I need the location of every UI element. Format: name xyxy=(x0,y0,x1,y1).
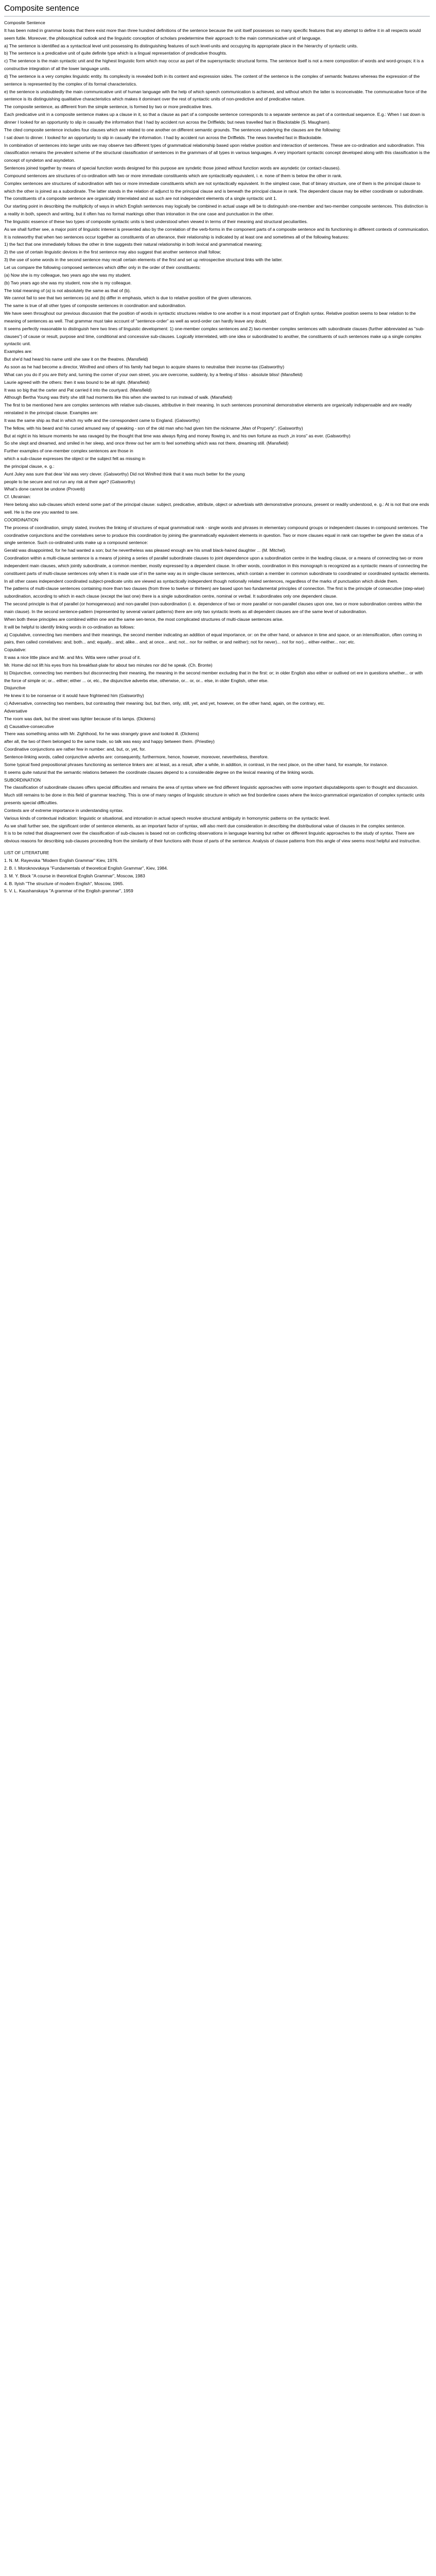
paragraph: c) The sentence is the main syntactic unit and the highest linguistic form which may occur as part of the supersyntactic structural forms. The sentence itself is not a mere composition of words and word-groups; it is a constructive integration of all the lower language units. xyxy=(4,58,425,72)
paragraph: The second principle is that of parallel (or homogeneous) and non-parallel (non-subordination (i. e. dependence of two or more parallel or non-parallel clauses upon one, two or more subordination centres within the main clause). In the second sentence-pattern (represented by several variant patterns) there are only two syntactic levels as all dependent clauses are of the same level of subordination. xyxy=(4,601,424,614)
references-heading: LIST OF LITERATURE xyxy=(4,850,49,856)
paragraph: Adversative xyxy=(4,708,27,714)
page-title: Composite sentence xyxy=(4,3,430,16)
paragraph: Gerald was disappointed, for he had wanted a son; but he nevertheless was pleased enough are his small black-haired daughter ... (M. Mitchel). xyxy=(4,548,286,553)
paragraph: Disjunctive xyxy=(4,685,26,691)
paragraph: d) Causative-consecutive xyxy=(4,723,54,729)
reference-item: 5. V. L. Kaushanskaya "A grammar of the English grammar", 1959 xyxy=(4,888,133,894)
document xyxy=(0,0,436,895)
paragraph: Each predicative unit in a composite sentence makes up a clause in it, so that a clause as part of a composite sentence corresponds to a separate sentence as part of a contextual sequence. E.g.: When I sat down is dinner I looked for an opportunity to slip in casually the information that I had by accident run across the Driffields; but news travelled fast in Blackstable (S. Maugham). xyxy=(4,112,426,125)
paragraph: I sat down to dinner. I looked for an opportunity to slip in casually the information. I had by accident run across the Driffields. The news travelled fast in Blackstable. xyxy=(4,134,323,140)
paragraph: Mr. Home did not lift his eyes from his breakfast-plate for about two minutes nor did he speak. (Ch. Bronte) xyxy=(4,662,213,668)
paragraph: a) Copulative, connecting two members and their meanings, the second member indicating an addition of equal importance, or: on the other hand, or advance in time and space, or an intensification, often coming in pairs, then called correlatives: and; both... and; equally... and; alike... and; at once... and; not... nor for neither, or and neither); not for never)... not for nor)... either-neither... nor; etc. xyxy=(4,632,424,645)
paragraph: Complex sentences are structures of subordination with two or more immediate constituents which are not syntactically equivalent. In the simplest case, that of binary structure, one of them is the principal clause to which the other is joined as a subordinate. The latter stands in the relation of adjunct to the principal clause and is beneath the principal clause in rank. The dependent clause may be either coordinate or subordinate. xyxy=(4,180,424,194)
paragraph: e) the sentence is undoubtedly the main communicative unit of human language with the help of which speech communication is achieved, and without which the latter is inconceivable. The communicative force of the sentence is its distinguishing qualitative characteristics which makes it dominant over the rest of syntactic units of non-predictive and of predicative nature. xyxy=(4,89,428,102)
paragraph: (b) Two years ago she was my student, now she is my colleague. xyxy=(4,280,132,285)
paragraph: The cited composite sentence includes four clauses which are related to one another on different semantic grounds. The sentences underlying the clauses are the following: xyxy=(4,127,341,132)
paragraph: In combination of sentences into larger units we may observe two different types of grammatical relationship based upon relative position and interaction of sentences. These are co-ordination and subordination. This classification remains the prevalent scheme of the structural classification of sentences in the grammars of all types in various languages. A very important syntactic concept developed along with this classification is the concept of syndeton and asyndeton. xyxy=(4,142,431,163)
paragraph: The constituents of a composite sentence are organically interrelated and as such are not independent elements of a single syntactic unit 1. xyxy=(4,196,277,201)
paragraph: b) Disjunctive, connecting two members but disconnecting their meaning, the meaning in the second member excluding that in the first: or; in older English also either or outlived ort ere in questions whether... or with the force of simple or; or... either; either ... or, etc., the disjunctive adverbs else, otherwise, or... or, or... else, in older English, other else. xyxy=(4,670,424,683)
paragraph: The classification of subordinate clauses offers special difficulties and remains the area of syntax where we find different linguistic approaches with some important disputableponts open to thought and discussion. Much still remains to be done in this field of grammar teaching. This is one of many ranges of linguistic structure in which we find borderline cases where the lexico-grammatical organization of complex syntactic units presents special difficulties. xyxy=(4,785,426,806)
paragraph: d) The sentence is a very complex linguistic entity. Its complexity is revealed both in its content and expression sides. The content of the sentence is the complex of semantic features whereas the expression of the sentence is represented by the complex of its formal characteristics. xyxy=(4,73,421,87)
paragraph: What's done cannot be undone (Proverb) xyxy=(4,486,85,492)
paragraph: Aunt Juley was sure that dear Val was very clever. (Galsworthy) Did not Winifred think that it was much better for the young xyxy=(4,471,245,477)
reference-item: 3. M. Y. Block "A course in theoretical English Grammar", Moscow, 1983 xyxy=(4,873,145,878)
reference-item: 1. N. M. Rayevska "Modern English Grammar" Kiev, 1976. xyxy=(4,857,118,863)
paragraph: It seems perfectly reasonable to distinguish here two lines of linguistic development: 1) one-member complex sentences and 2) two-member complex sentences with subordinate clauses (further abbreviated as "sub-clauses") of cause or result, purpose and time, conditional and concessive sub-clauses. Logically interrelated, with one idea or subordinated to another, the constituents of such sentences make up a single complex syntactic unit. xyxy=(4,326,425,347)
paragraph: which a sub-clause expresses the object or the subject felt as missing in xyxy=(4,456,146,462)
reference-item: 4. B. Ilyish "The structure of modern English", Moscow, 1965. xyxy=(4,880,124,886)
paragraph: Examples are: xyxy=(4,349,32,354)
paragraph: Some typical fixed prepositional phrases functioning as sentence linkers are: at least, as a result, after a while, in addition, in contrast, in the next place, on the other hand, for example, for instance. xyxy=(4,761,388,767)
paragraph: We cannot fail to see that two sentences (a) and (b) differ in emphasis, which is due to relative position of the given utterances. xyxy=(4,295,252,301)
paragraph: There was something amiss with Mr. Zighthood, for he was strangely grave and looked ill. (Dickens) xyxy=(4,731,199,737)
paragraph: Coordination within a multi-clause sentence is a means of joining a series of parallel subordinate clauses to joint dependence upon a subordination centre in the leading clause, or a means of connecting two or more independent main clauses, which jointly subordinate, a common member, mostly expressed by a dependent clause. In other words, coordination in this monograph is recognized as a syntactic means of connecting the constituent parts of multi-clause sentences only when it is made use of in the same way as in single-clause sentences, which contain a member in common subordinate to coordinated or coordinated syntactic elements. In all other cases independent coordinated subject-predicate units are viewed as syntactically independent though notionally related sentences, regardless of the marks of punctuation which divide them. xyxy=(4,555,431,584)
paragraph: (a) Now she is my colleague, two years ago she was my student. xyxy=(4,272,131,278)
paragraph: As we shall further see, a major point of linguistic interest is presented also by the correlation of the verb-forms in the component parts of a composite sentence and its functioning in different contexts of communication. xyxy=(4,226,429,232)
paragraph: Let us compare the following composed sentences which differ only in the order of their constituents: xyxy=(4,265,201,270)
paragraph: Sentences joined together by means of special function words designed for this purpose are syndetic those joined without function words are asyndetic (or contact-clauses). xyxy=(4,165,341,171)
paragraph: the principal clause, e. g.: xyxy=(4,463,55,469)
paragraph: The same is true of all other types of composite sentences in coordination and subordination. xyxy=(4,303,186,309)
paragraph: Further examples of one-member complex sentences are those in xyxy=(4,448,133,454)
paragraph: c) Adversative, connecting two members, but contrasting their meaning: but, but then, only, still, yet, and yet, however, on the other hand, again, on the contrary, etc. xyxy=(4,701,325,706)
paragraph: But at night in his leisure moments he was ravaged by the thought that time was always flying and money flowing in, and his own fortune as much „in irons" as ever. (Galsworthy) xyxy=(4,433,351,438)
paragraph: He knew it to be nonsense or it would have frightened him (Galsworthy) xyxy=(4,693,144,699)
paragraph: It has been noted in grammar books that there exist more than three hundred definitions of the sentence because the unit itself possesses so many specific features that any attempt to define it in all respects would seem futile. Moreover, the philosophical outlook and the linguistic conception of scholars predetermine their approach to the main communicative unit of language. xyxy=(4,27,422,41)
paragraph: But she'd had heard his name until she saw it on the theatres. (Mansfield) xyxy=(4,357,148,362)
paragraph: It seems quite natural that the semantic relations between the coordinate clauses depend to a considerable degree on the lexical meaning of the linking words. xyxy=(4,769,315,775)
document-body xyxy=(4,19,430,845)
section-heading: Composite Sentence xyxy=(4,20,45,25)
paragraph: 1) the fact that one immediately follows the other in time suggests their natural relationship in both lexical and grammatical meaning; xyxy=(4,242,263,247)
paragraph: Various kinds of contextual indication: linguistic or situational, and intonation in actual speech resolve structural ambiguity in homonymic patterns on the syntactic level. xyxy=(4,815,330,821)
paragraph: 3) the use of some words in the second sentence may recall certain elements of the first and set up retrospective structural links with the latter. xyxy=(4,257,283,263)
paragraph: Here belong also sub-clauses which extend some part of the principal clause: subject, predicative, attribute, object or adverbials with demonstrative pronouns, present or readily understood, e. g.: At is not that one ends well. He is the one you wanted to see. xyxy=(4,502,430,515)
paragraph: Our starting point in describing the multiplicity of ways in which English sentences may logically be combined in actual usage will be to distinguish one-member and two-member composite sentences. This distinction is a reality in both, speech and writing, but it often has no formal markings other than intonation in the one case and punctuation in the other. xyxy=(4,204,429,217)
paragraph: Coordinative conjunctions are rather few in number: and, but, or, yet, for. xyxy=(4,747,146,752)
paragraph: Contexts are of extreme importance in understanding syntax. xyxy=(4,807,124,813)
paragraph: Laurie agreed with the others: then it was bound to be all right. (Mansfield) xyxy=(4,379,150,385)
paragraph: As we shall further see, the significant order of sentence elements, as an important factor of syntax, will also merit due consideration in describing the distributional value of clauses in the complex sentence. xyxy=(4,823,406,828)
paragraph: When both these principles are combined within one and the same sen-tence, the most complicated structures of multi-clause sentences arise. xyxy=(4,616,284,622)
paragraph: It was the same ship as that in which my wife and the correspondent came to England. (Galsworthy) xyxy=(4,417,200,423)
paragraph: after all, the two of them belonged to the same trade, so talk was easy and happy between them. (Priestley) xyxy=(4,739,215,744)
paragraph: b) The sentence is a predicative unit of quite definite type which is a lingual representation of predicative thoughts. xyxy=(4,50,228,56)
paragraph: Cf. Ukrainian: xyxy=(4,494,31,500)
paragraph: a) The sentence is identified as a syntactical level unit possessing its distinguishing features of such level-units and occupying its appropriate place in the hierarchy of syntactic units. xyxy=(4,43,358,48)
paragraph: It is noteworthy that when two sentences occur together as constituents of an utterance, their relationship is indicated by at least one and sometimes all of the following features: xyxy=(4,234,350,240)
paragraph: SUBORDINATION xyxy=(4,777,41,783)
references-section xyxy=(4,849,430,895)
paragraph: It will be helpful to identify linking words in co-ordination as follows: xyxy=(4,624,135,630)
paragraph: 2) the use of certain linguistic devices in the first sentence may also suggest that another sentence shall follow; xyxy=(4,249,221,255)
paragraph: Compound sentences are structures of co-ordination with two or more immediate constituents which are syntactically equivalent, i. e. none of them is below the other in rank. xyxy=(4,173,342,178)
paragraph: So she slept and dreamed, and smiled in her sleep, and once threw out her arm to feel something which was not there, dreaming still. (Mansfield) xyxy=(4,440,289,446)
paragraph: Although Bertha Young was thirty she still had moments like this when she wanted to run instead of walk. (Mansfield) xyxy=(4,395,233,400)
paragraph: The process of coordination, simply stated, involves the linking of structures of equal grammatical rank - single words and phrases in elementary compound groups or independent clauses in compound sentences. The coordinative conjunctions and the correlatives serve to produce this coordination by joining the grammatically equivalent elements in question. Two or more clauses equal in rank can together be given the status of a single sentence. Such co-ordinated units make up a compound sentence: xyxy=(4,524,429,546)
paragraph: COORDINATION xyxy=(4,517,39,522)
paragraph: Copulative: xyxy=(4,647,26,653)
paragraph: The composite sentence, as different from the simple sentence, is formed by two or more predicative lines. xyxy=(4,104,213,110)
paragraph: The linguistic essence of these two types of composite syntactic units is best understood when viewed in terms of their meaning and structural peculiarities. xyxy=(4,218,308,224)
paragraph: We have seen throughout our previous discussion that the position of words in syntactic structures relative to one another is a most important part of English syntax. Relative position seems to bear relation to the meaning of sentences as well. That grammar must take account of "sentence-order" as well as word-order can hardly leave any doubt. xyxy=(4,311,417,324)
paragraph: people to be secure and not run any risk at their age? (Galsworthy) xyxy=(4,479,135,484)
paragraph: It is to be noted that disagreement over the classification of sub-clauses is based not on conflicting observations in language learning but rather on different linguistic approaches to the study of syntax. There are obvious reasons for describing sub-clauses proceeding from the similarity of their functions with those of parts of the sentence. Analysis of clause patterns from this angle of view seems most helpful and instructive. xyxy=(4,831,421,844)
paragraph: It was so big that the carter and Pat carried it into the courtyard. (Mansfield) xyxy=(4,387,152,393)
references-list xyxy=(4,857,430,895)
paragraph: As soon as he had become a director, Winifred and others of his family had begun to acquire shares to neutralise their income-tax (Galsworthy) xyxy=(4,364,285,369)
paragraph: It was a nice little place and Mr. and Mrs. Witla were rather proud of it. xyxy=(4,655,141,660)
paragraph: Sentence-linking words, called conjunctive adverbs are: consequently, furthermore, hence, however, moreover, nevertheless, therefore. xyxy=(4,754,269,759)
paragraph: The first to be mentioned here are complex sentences with relative sub-clauses, attributive in their meaning. In such sentences pronominal demonstrative elements are organically indispensable and are readily reinstated in the principal clause. Examples are: xyxy=(4,402,413,416)
reference-item: 2. B. I. Moroknovskaya "Fundamentals of theoretical English Grammar", Kiev, 1984. xyxy=(4,865,168,871)
paragraph: The total meaning of (a) is not absolutely the same as that of (b). xyxy=(4,287,131,293)
paragraph: The fellow, with his beard and his cursed amused way of speaking - son of the old man who had given him the nickname „Man of Property". (Galsworthy) xyxy=(4,425,303,431)
paragraph: What can you do if you are thirty and, turning the corner of your own street, you are overcome, suddenly, by a feeling of bliss - absolute bliss! (Mansfield) xyxy=(4,371,303,377)
paragraph: The patterns of multi-clause sentences containing more than two clauses (from three to twelve or thirteen) are based upon two fundamental principles of connection. The first is the principle of consecutive (step-wise) subordination, according to which in each clause (except the last one) there is a single subordination centre, nominal or verbal. It subordinates only one dependent clause. xyxy=(4,586,426,599)
paragraph: The room was dark, but the street was lighter because of its lamps. (Dickens) xyxy=(4,716,155,721)
